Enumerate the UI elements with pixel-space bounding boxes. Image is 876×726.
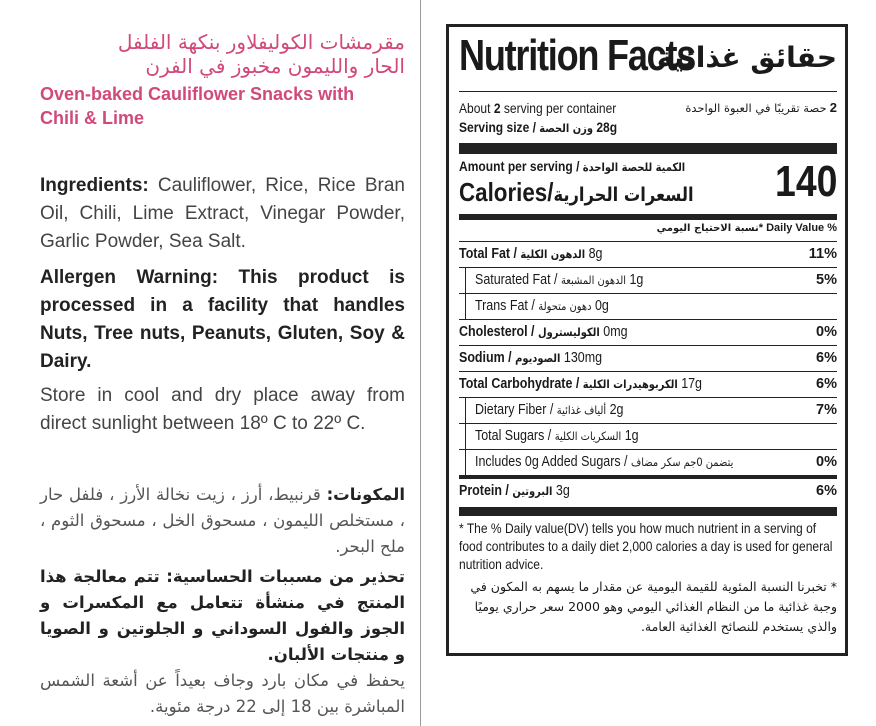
rule-thin [459, 91, 837, 92]
ingredients-english [40, 172, 405, 256]
product-description [40, 30, 405, 716]
allergen-warning-arabic: تحذير من مسببات الحساسية: تتم معالجة هذا المنتج في منشأة تتعامل مع المكسرات و الجوز والفول السوداني و الجلوتين و الصويا و منتجات الألبان. [40, 567, 405, 664]
nutrient-row-sodium: Sodium / الصوديوم 130mg 6% [459, 346, 837, 372]
amount-per-serving: Amount per serving / الكمية للحصة الواحدة [459, 158, 686, 174]
nutrient-row-protein: Protein / البروتين 3g 6% [459, 483, 837, 499]
nutrient-row-total-carbohydrate: Total Carbohydrate / الكربوهيدرات الكلية 17g 6% [459, 372, 837, 398]
allergen-warning-english: Allergen Warning: This product is processed in a facility that handles Nuts, Tree nuts, Peanuts, Gluten, Soy & Dairy. [40, 267, 405, 372]
calories-label: Calories/ [459, 177, 554, 207]
rule-medium [459, 214, 837, 220]
storage-instructions-arabic: يحفظ في مكان بارد وجاف بعيداً عن أشعة الشمس المباشرة بين 18 إلى 22 درجة مئوية. [40, 671, 405, 716]
footnote-english: * The % Daily value(DV) tells you how much nutrient in a serving of food contributes to a daily diet 2,000 calories a day is used for general nutrition advice. [459, 520, 833, 572]
ingredients-arabic [40, 482, 405, 560]
calories-value: 140 [774, 157, 837, 206]
column-divider [420, 0, 421, 726]
ingredients-label: Ingredients: [40, 175, 149, 196]
nutrient-row-added-sugars: Includes 0g Added Sugars / يتضمن 0جم سكر مضاف 0% [459, 450, 837, 476]
nutrient-row-total-sugars: Total Sugars / السكريات الكلية 1g [459, 424, 837, 450]
nutrient-row-total-fat: Total Fat / الدهون الكلية 8g 11% [459, 242, 837, 268]
footnote-arabic: * تخبرنا النسبة المئوية للقيمة اليومية عن مقدار ما يسهم به المكون في وجبة غذائية ما من النظام الغذائي اليومي وهو 2000 سعر حراري يوميًا والذي يستخدم للنصائح الغذائية العامة. [470, 579, 837, 634]
ingredients-arabic-text: قرنبيط، أرز ، زيت نخالة الأرز ، فلفل حار ، مستخلص الليمون ، مسحوق الخل ، مسحوق الثوم ، ملح البحر. [40, 485, 405, 556]
rule-thick-bottom [459, 507, 837, 516]
calories-label-arabic: السعرات الحرارية [553, 184, 694, 206]
rule-thick-1 [459, 143, 837, 154]
daily-value-header: نسبة الاحتياج اليومي* Daily Value % [656, 222, 837, 234]
ingredients-arabic-label: المكونات: [326, 485, 405, 504]
nutrition-title: Nutrition Facts [459, 31, 696, 80]
nutrition-header [459, 33, 837, 89]
nutrition-facts-panel [446, 24, 848, 656]
nutrient-row-saturated-fat: Saturated Fat / الدهون المشبعة 1g 5% [459, 268, 837, 294]
nutrient-row-trans-fat: Trans Fat / دهون متحولة 0g [459, 294, 837, 320]
serving-size: Serving size / وزن الحصة 28g [459, 119, 618, 135]
ingredients-text: Cauliflower, Rice, Rice Bran Oil, Chili, Lime Extract, Vinegar Powder, Garlic Powder, Sea Salt. [40, 175, 405, 252]
nutrient-row-dietary-fiber: Dietary Fiber / ألياف غذائية 2g 7% [459, 398, 837, 424]
storage-instructions-english: Store in cool and dry place away from direct sunlight between 18º C to 22º C. [40, 385, 405, 434]
servings-per-container: About 2 serving per container حصة تقريبًا في العبوة الواحدة 2 [459, 100, 837, 116]
nutrition-title-arabic: حقائق غذائية [656, 41, 837, 74]
nutrient-row-cholesterol: Cholesterol / الكوليسترول 0mg 0% [459, 320, 837, 346]
product-title-english: Oven-baked Cauliflower Snacks with Chili & Lime [40, 84, 355, 128]
product-title-arabic: مقرمشات الكوليفلاور بنكهة الفلفل الحار والليمون مخبوز في الفرن [117, 30, 405, 78]
